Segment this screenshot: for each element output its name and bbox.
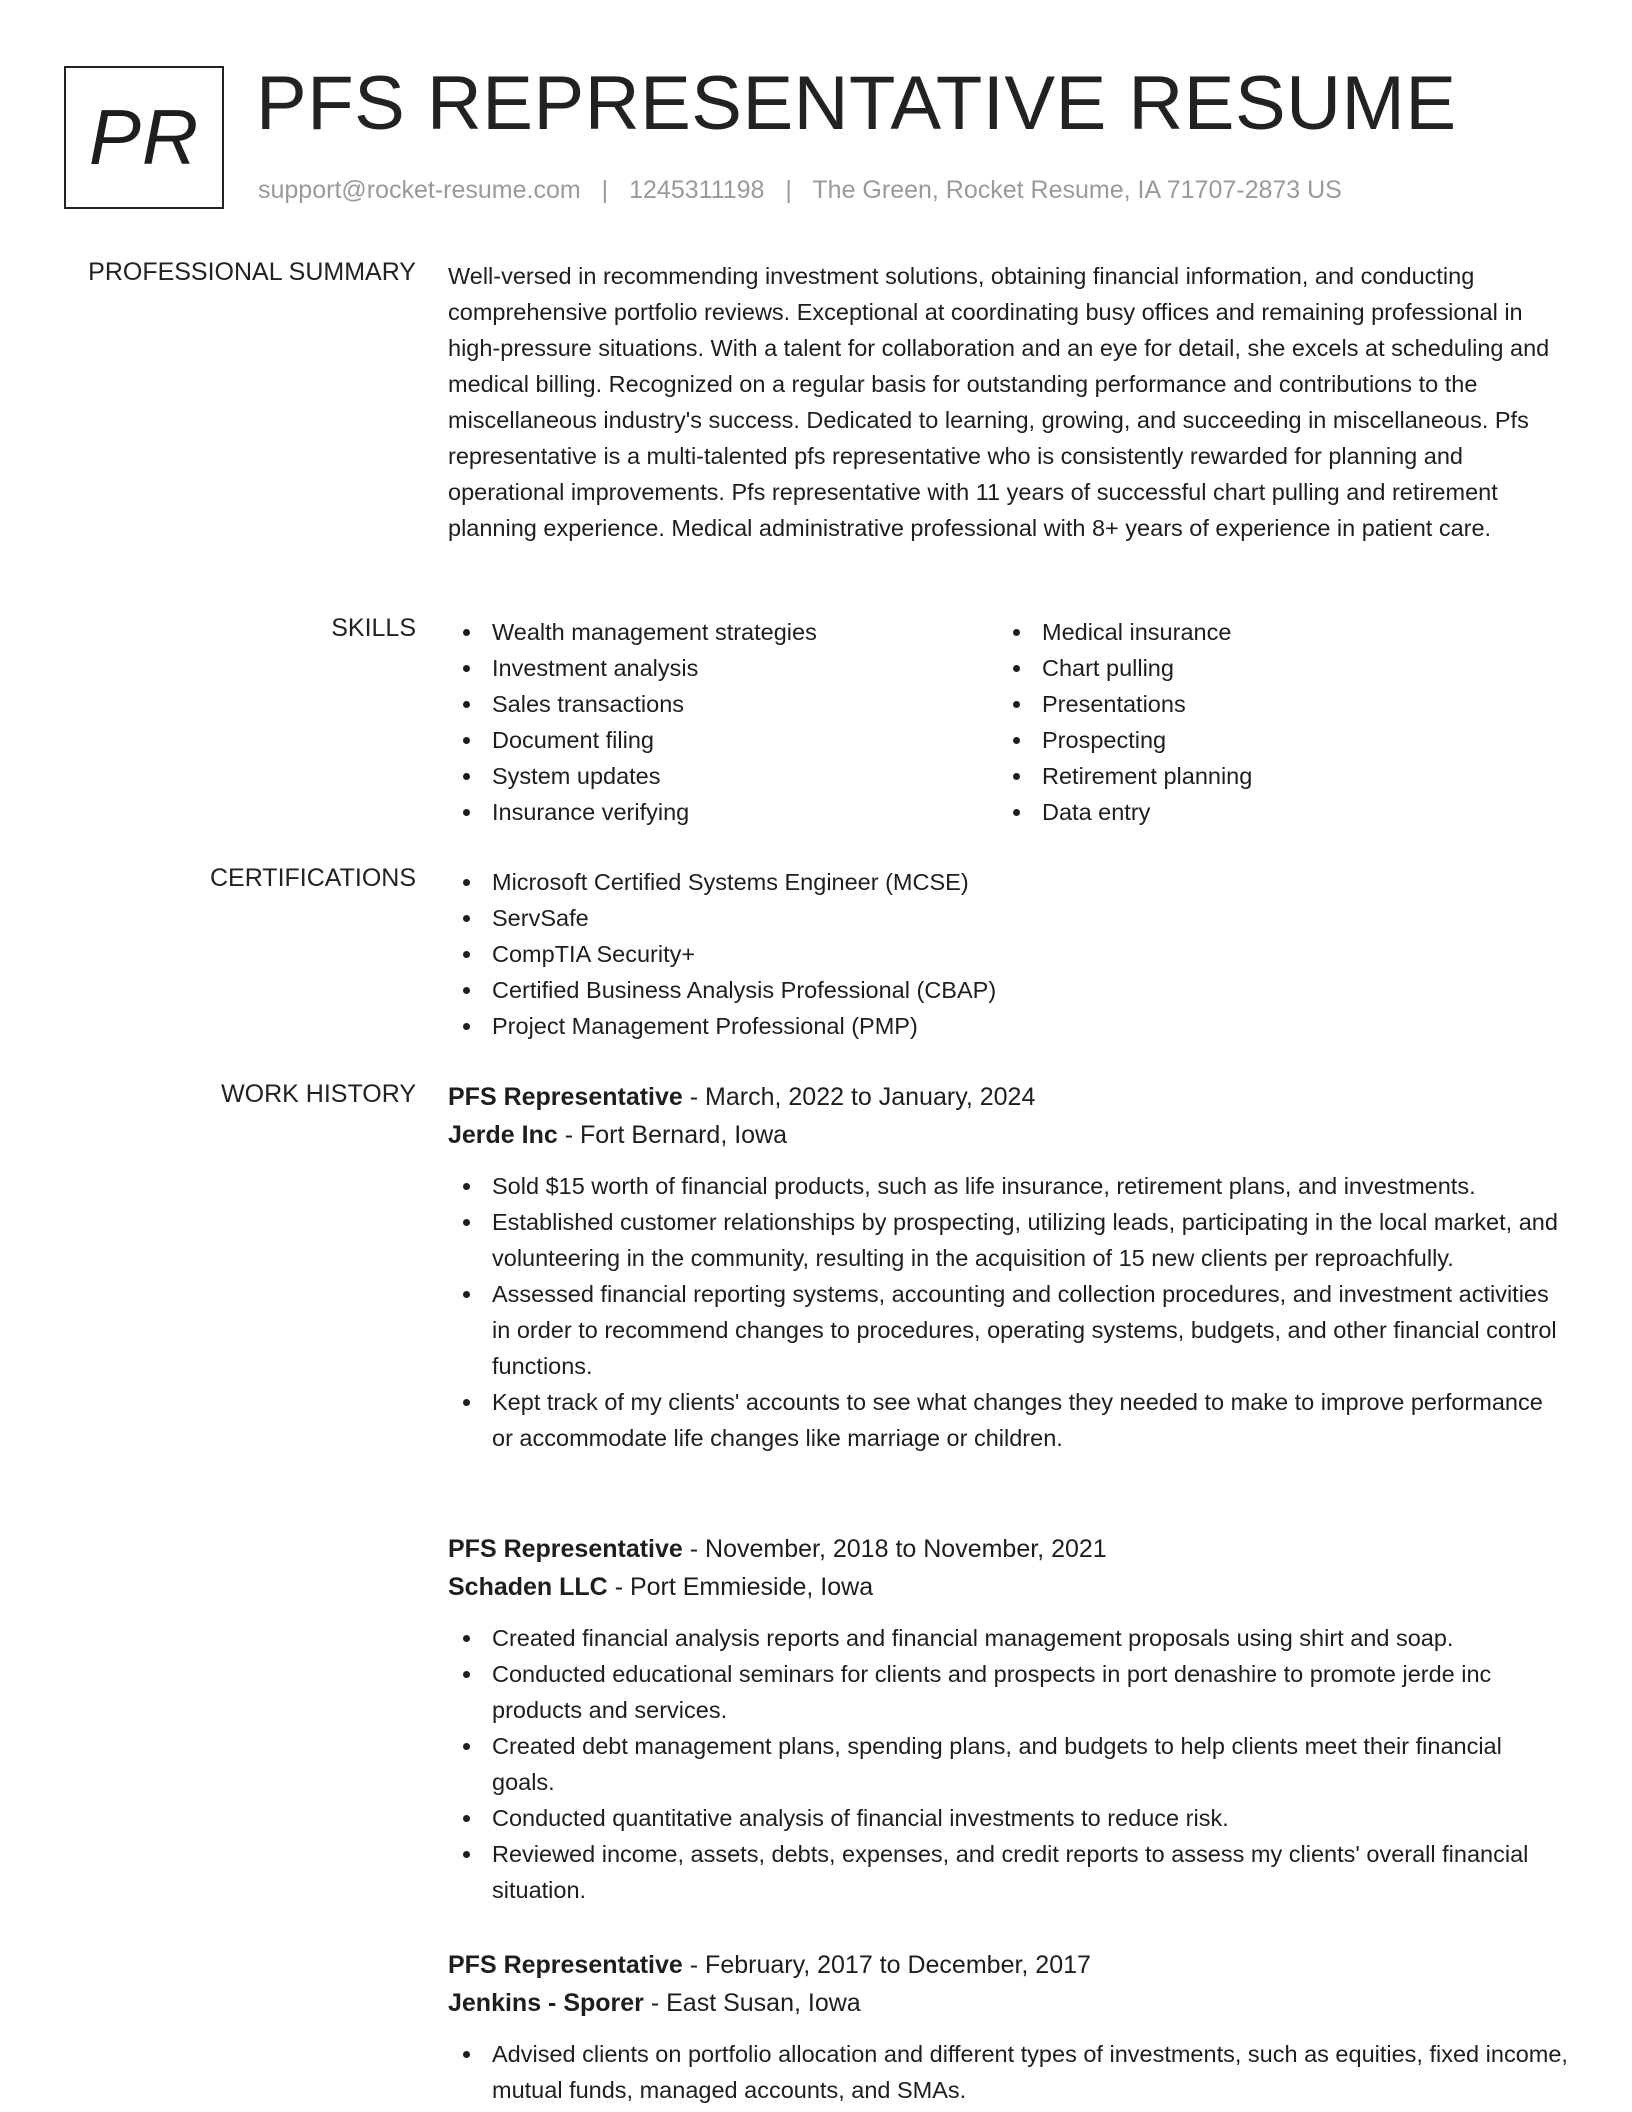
- job-title-line: [448, 1078, 1568, 1116]
- list-item: Created debt management plans, spending plans, and budgets to help clients meet their financial goals.: [448, 1728, 1568, 1800]
- certifications-list: [448, 864, 1568, 1044]
- list-item: CompTIA Security+: [448, 936, 1568, 972]
- job-role: PFS Representative: [448, 1083, 683, 1111]
- job-location: - East Susan, Iowa: [643, 1989, 861, 2017]
- job-entry: [448, 1946, 1568, 2108]
- monogram-logo: [64, 66, 224, 209]
- summary-text: Well-versed in recommending investment solutions, obtaining financial information, and conducting comprehensive portfolio reviews. Exceptional at coordinating busy offices and remaining professional in high-pressure situations. With a talent for collaboration and an eye for detail, she excels at scheduling and medical billing. Recognized on a regular basis for outstanding performance and contributions to the miscellaneous industry's success. Dedicated to learning, growing, and succeeding in miscellaneous. Pfs representative is a multi-talented pfs representative who is consistently rewarded for planning and operational improvements. Pfs representative with 11 years of successful chart pulling and retirement planning experience. Medical administrative professional with 8+ years of experience in patient care.: [448, 263, 1550, 541]
- list-item: Investment analysis: [448, 650, 998, 686]
- job-entry: [448, 1078, 1568, 1456]
- list-item: System updates: [448, 758, 998, 794]
- list-item: Medical insurance: [998, 614, 1548, 650]
- certifications-heading: CERTIFICATIONS: [209, 864, 416, 892]
- contact-phone[interactable]: 1245311198: [629, 176, 765, 204]
- list-item: Created financial analysis reports and financial management proposals using shirt and soap.: [448, 1620, 1568, 1656]
- job-title-line: [448, 1530, 1568, 1568]
- work-history-heading: WORK HISTORY: [221, 1080, 416, 1108]
- list-item: Document filing: [448, 722, 998, 758]
- list-item: Microsoft Certified Systems Engineer (MCSE): [448, 864, 1568, 900]
- contact-line: [258, 176, 1342, 205]
- list-item: Kept track of my clients' accounts to see what changes they needed to make to improve performance or accommodate life changes like marriage or children.: [448, 1384, 1568, 1456]
- job-title-line: [448, 1946, 1568, 1984]
- job-company-line: [448, 1984, 1568, 2022]
- list-item: Sold $15 worth of financial products, such as life insurance, retirement plans, and investments.: [448, 1168, 1568, 1204]
- list-item: Established customer relationships by prospecting, utilizing leads, participating in the local market, and volunteering in the community, resulting in the acquisition of 15 new clients per reproachfully.: [448, 1204, 1568, 1276]
- job-duties: [448, 1620, 1568, 1908]
- contact-email[interactable]: support@rocket-resume.com: [258, 176, 581, 204]
- contact-address: The Green, Rocket Resume, IA 71707-2873 US: [812, 176, 1342, 204]
- job-location: - Port Emmieside, Iowa: [607, 1573, 874, 1601]
- job-entry: [448, 1530, 1568, 1908]
- job-company-line: [448, 1568, 1568, 1606]
- list-item: Project Management Professional (PMP): [448, 1008, 1568, 1044]
- resume-title: PFS REPRESENTATIVE RESUME: [256, 61, 1457, 146]
- job-company: Jenkins - Sporer: [448, 1989, 644, 2017]
- list-item: Wealth management strategies: [448, 614, 998, 650]
- skills-column-left: [448, 614, 998, 830]
- list-item: ServSafe: [448, 900, 1568, 936]
- job-duties: [448, 2036, 1568, 2108]
- skills-list: [448, 614, 1568, 830]
- skills-column-right: [998, 614, 1548, 830]
- job-role: PFS Representative: [448, 1951, 683, 1979]
- list-item: Prospecting: [998, 722, 1548, 758]
- list-item: Conducted educational seminars for clients and prospects in port denashire to promote jerde inc products and services.: [448, 1656, 1568, 1728]
- list-item: Data entry: [998, 794, 1548, 830]
- job-dates: - March, 2022 to January, 2024: [682, 1083, 1036, 1111]
- job-role: PFS Representative: [448, 1535, 683, 1563]
- list-item: Chart pulling: [998, 650, 1548, 686]
- job-dates: - February, 2017 to December, 2017: [682, 1951, 1091, 1979]
- list-item: Presentations: [998, 686, 1548, 722]
- job-duties: [448, 1168, 1568, 1456]
- list-item: Insurance verifying: [448, 794, 998, 830]
- skills-heading: SKILLS: [331, 614, 416, 642]
- list-item: Reviewed income, assets, debts, expenses, and credit reports to assess my clients' overall financial situation.: [448, 1836, 1568, 1908]
- job-company-line: [448, 1116, 1568, 1154]
- list-item: Certified Business Analysis Professional (CBAP): [448, 972, 1568, 1008]
- monogram-text: PR: [88, 93, 200, 181]
- list-item: Advised clients on portfolio allocation and different types of investments, such as equities, fixed income, mutual funds, managed accounts, and SMAs.: [448, 2036, 1568, 2108]
- contact-separator: |: [785, 176, 792, 204]
- contact-separator: |: [601, 176, 609, 204]
- list-item: Conducted quantitative analysis of financial investments to reduce risk.: [448, 1800, 1568, 1836]
- job-location: - Fort Bernard, Iowa: [557, 1121, 788, 1149]
- summary-heading: PROFESSIONAL SUMMARY: [88, 258, 416, 286]
- list-item: Assessed financial reporting systems, accounting and collection procedures, and investment activities in order to recommend changes to procedures, operating systems, budgets, and other financial control functions.: [448, 1276, 1568, 1384]
- list-item: Sales transactions: [448, 686, 998, 722]
- job-dates: - November, 2018 to November, 2021: [682, 1535, 1107, 1563]
- job-company: Jerde Inc: [448, 1121, 558, 1149]
- list-item: Retirement planning: [998, 758, 1548, 794]
- job-company: Schaden LLC: [448, 1573, 608, 1601]
